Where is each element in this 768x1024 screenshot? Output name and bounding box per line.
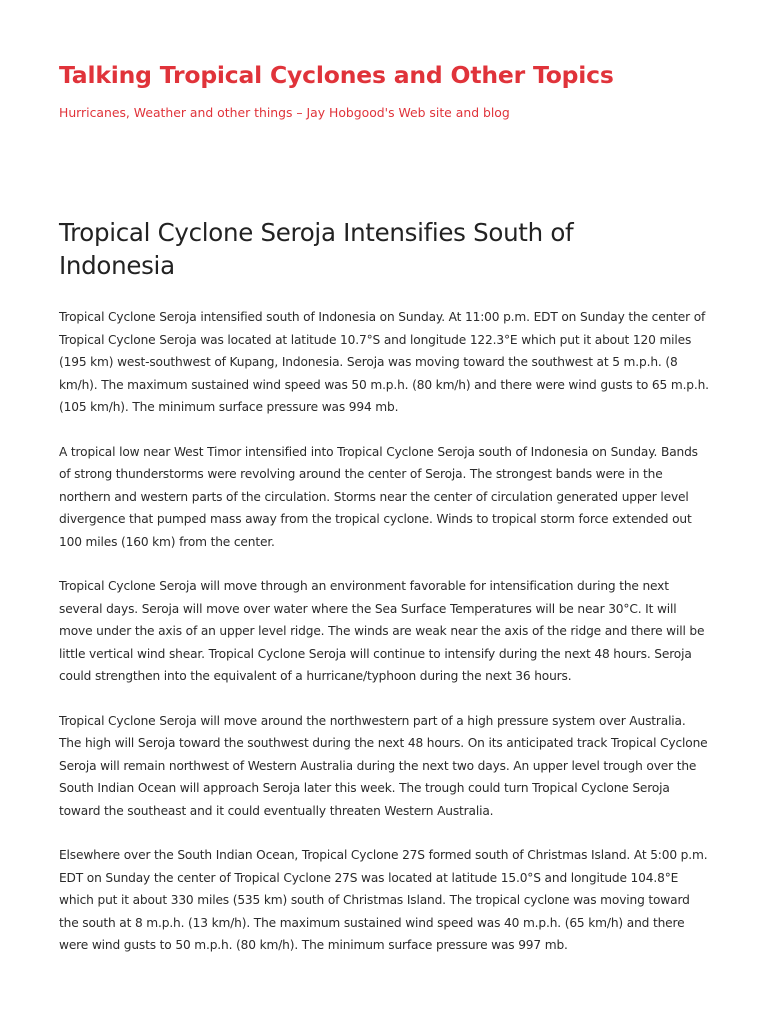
post-body [59, 306, 711, 979]
post-title: Tropical Cyclone Seroja Intensifies South of Indonesia [59, 218, 574, 280]
post-paragraph: Tropical Cyclone Seroja intensified south of Indonesia on Sunday. At 11:00 p.m. EDT on Sunday the center of Tropical Cyclone Seroja was located at latitude 10.7°S and longitude 122.3°E which put it about 120 miles (195 km) west-southwest of Kupang, Indonesia. Seroja was moving toward the southwest at 5 m.p.h. (8 km/h). The maximum sustained wind speed was 50 m.p.h. (80 km/h) and there were wind gusts to 65 m.p.h. (105 km/h). The minimum surface pressure was 994 mb. [59, 310, 709, 414]
post-paragraph: Tropical Cyclone Seroja will move around the northwestern part of a high pressure system over Australia. The high will Seroja toward the southwest during the next 48 hours. On its anticipated track Tropical Cyclone Seroja will remain northwest of Western Australia during the next two days. An upper level trough over the South Indian Ocean will approach Seroja later this week. The trough could turn Tropical Cyclone Seroja toward the southeast and it could eventually threaten Western Australia. [59, 713, 708, 818]
site-tagline: Hurricanes, Weather and other things – Jay Hobgood's Web site and blog [59, 105, 510, 120]
post-paragraph: Elsewhere over the South Indian Ocean, Tropical Cyclone 27S formed south of Christmas Island. At 5:00 p.m. EDT on Sunday the center of Tropical Cyclone 27S was located at latitude 15.0°S and longitude 104.8°E which put it about 330 miles (535 km) south of Christmas Island. The tropical cyclone was moving toward the south at 8 m.p.h. (13 km/h). The maximum sustained wind speed was 40 m.p.h. (65 km/h) and there were wind gusts to 50 m.p.h. (80 km/h). The minimum surface pressure was 997 mb. [59, 848, 708, 952]
post-paragraph: Tropical Cyclone Seroja will move through an environment favorable for intensification during the next several days. Seroja will move over water where the Sea Surface Temperatures will be near 30°C. It will move under the axis of an upper level ridge. The winds are weak near the axis of the ridge and there will be little vertical wind shear. Tropical Cyclone Seroja will continue to intensify during the next 48 hours. Seroja could strengthen into the equivalent of a hurricane/typhoon during the next 36 hours. [59, 579, 705, 683]
post-paragraph: A tropical low near West Timor intensified into Tropical Cyclone Seroja south of Indonesia on Sunday. Bands of strong thunderstorms were revolving around the center of Seroja. The strongest bands were in the northern and western parts of the circulation. Storms near the center of circulation generated upper level divergence that pumped mass away from the tropical cyclone. Winds to tropical storm force extended out 100 miles (160 km) from the center. [59, 444, 698, 549]
site-title-link[interactable]: Talking Tropical Cyclones and Other Topics [59, 61, 614, 89]
